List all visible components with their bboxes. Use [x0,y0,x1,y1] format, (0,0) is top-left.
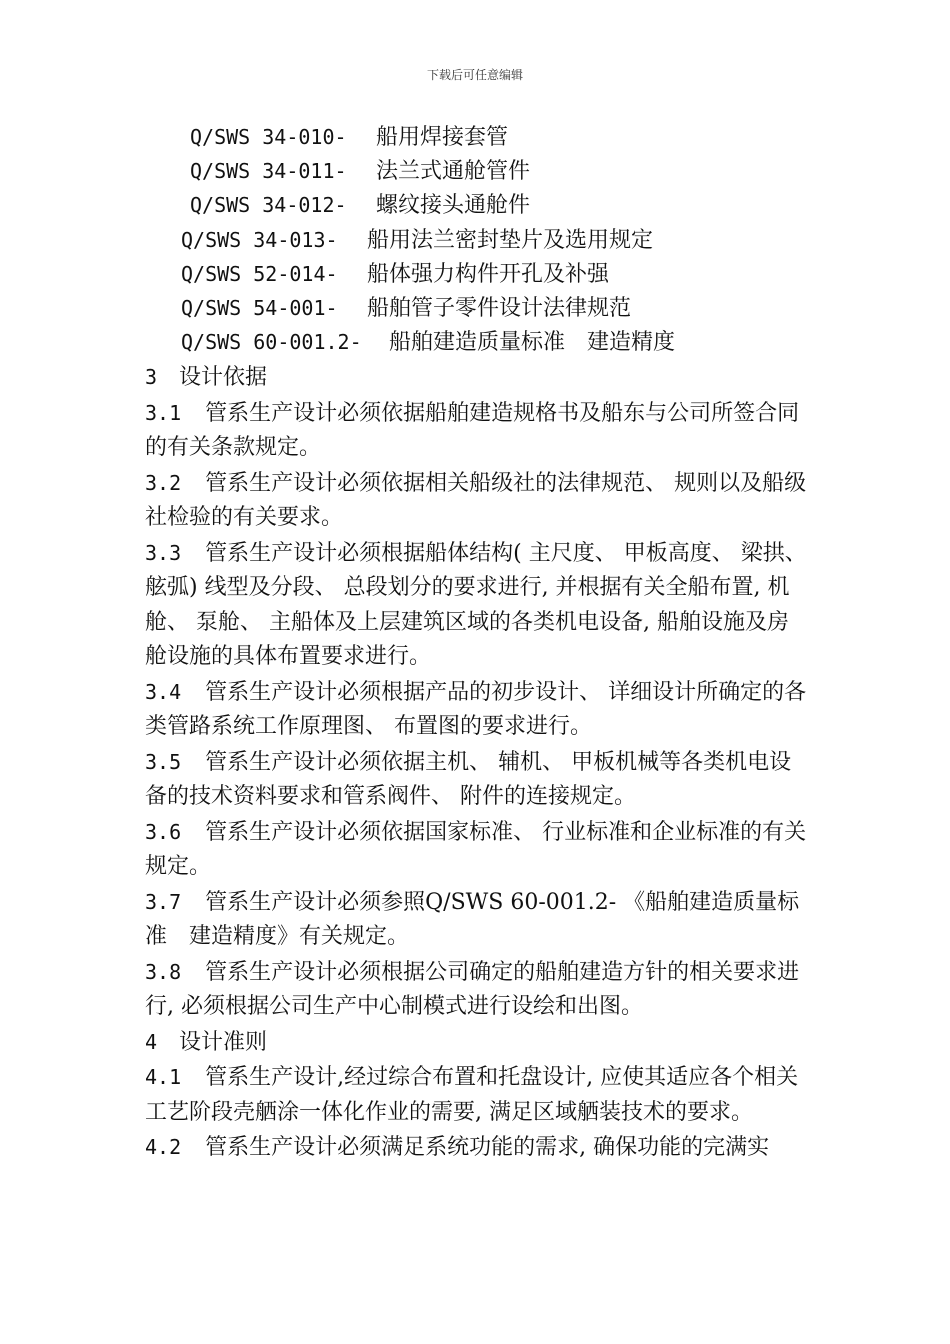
clause [145,396,810,466]
document-body [145,360,810,1166]
clause-number: 3.8 [145,959,182,984]
reference-title: 法兰式通舱管件 [376,159,531,184]
reference-title: 船体强力构件开孔及补强 [367,262,610,287]
page-header: 下载后可任意编辑 [426,68,523,82]
clause [145,1060,810,1130]
clause-text: 管系生产设计必须满足系统功能的需求, 确保功能的完满实 [205,1135,770,1160]
reference-item [190,188,530,222]
reference-item [181,325,675,359]
clause [145,466,810,536]
clause-number: 4.2 [145,1135,182,1159]
clause-number: 3.5 [145,749,182,774]
reference-code: Q/SWS 54-001- [181,296,338,320]
section-title: 设计依据 [179,365,268,390]
clause-number: 3.2 [145,470,182,495]
section-heading [145,1025,810,1061]
clause-number: 3.1 [145,400,182,425]
reference-title: 螺纹接头通舱件 [376,193,531,218]
reference-title: 船用法兰密封垫片及选用规定 [367,228,654,253]
clause-text: 管系生产设计必须依据船舶建造规格书及船东与公司所签合同的有关条款规定。 [145,400,800,460]
clause [145,815,810,885]
clause-text: 管系生产设计必须依据主机、 辅机、 甲板机械等各类机电设备的技术资料要求和管系阀件、 附件的连接规定。 [145,749,792,809]
clause-number: 3.3 [145,540,182,565]
reference-code: Q/SWS 34-010- [190,125,347,149]
section-number: 4 [145,1029,158,1054]
reference-item [181,223,653,257]
reference-title: 船舶建造质量标准 建造精度 [389,330,676,355]
clause [145,955,810,1025]
clause [145,885,810,955]
clause-number: 3.4 [145,679,182,704]
clause-text: 管系生产设计必须根据产品的初步设计、 详细设计所确定的各类管路系统工作原理图、 布置图的要求进行。 [145,679,807,739]
clause-number: 4.1 [145,1065,182,1089]
clause-number: 3.7 [145,889,182,914]
section-heading [145,360,810,396]
clause-text: 管系生产设计必须根据船体结构( 主尺度、 甲板高度、 梁拱、 舷弧) 线型及分段、 总段划分的要求进行, 并根据有关全船布置, 机舱、 泵舱、 主船体及上层建筑区域的各类机电设备, 船舶设施及房舱设施的具体布置要求进行。 [145,540,807,669]
clause-number: 3.6 [145,819,182,844]
clause [145,1130,810,1166]
reference-code: Q/SWS 34-012- [190,193,347,217]
clause-text: 管系生产设计必须依据国家标准、 行业标准和企业标准的有关规定。 [145,819,807,879]
clause-text: 管系生产设计,经过综合布置和托盘设计, 应使其适应各个相关工艺阶段壳舾涂一体化作业的需要, 满足区域舾装技术的要求。 [145,1065,799,1125]
clause [145,536,810,675]
reference-title: 船舶管子零件设计法律规范 [367,296,632,321]
clause [145,745,810,815]
reference-item [181,291,631,325]
reference-code: Q/SWS 34-013- [181,228,338,252]
reference-code: Q/SWS 60-001.2- [181,330,362,354]
reference-item [181,257,609,291]
clause-text: 管系生产设计必须参照Q/SWS 60-001.2- 《船舶建造质量标准 建造精度》有关规定。 [145,889,800,949]
reference-item [190,154,530,188]
clause [145,675,810,745]
reference-item [190,120,508,154]
clause-text: 管系生产设计必须根据公司确定的船舶建造方针的相关要求进行, 必须根据公司生产中心制模式进行设绘和出图。 [145,959,800,1019]
section-title: 设计准则 [179,1029,268,1055]
reference-code: Q/SWS 34-011- [190,159,347,183]
reference-title: 船用焊接套管 [376,125,509,150]
reference-code: Q/SWS 52-014- [181,262,338,286]
section-number: 3 [145,365,158,389]
clause-text: 管系生产设计必须依据相关船级社的法律规范、 规则以及船级社检验的有关要求。 [145,470,807,530]
